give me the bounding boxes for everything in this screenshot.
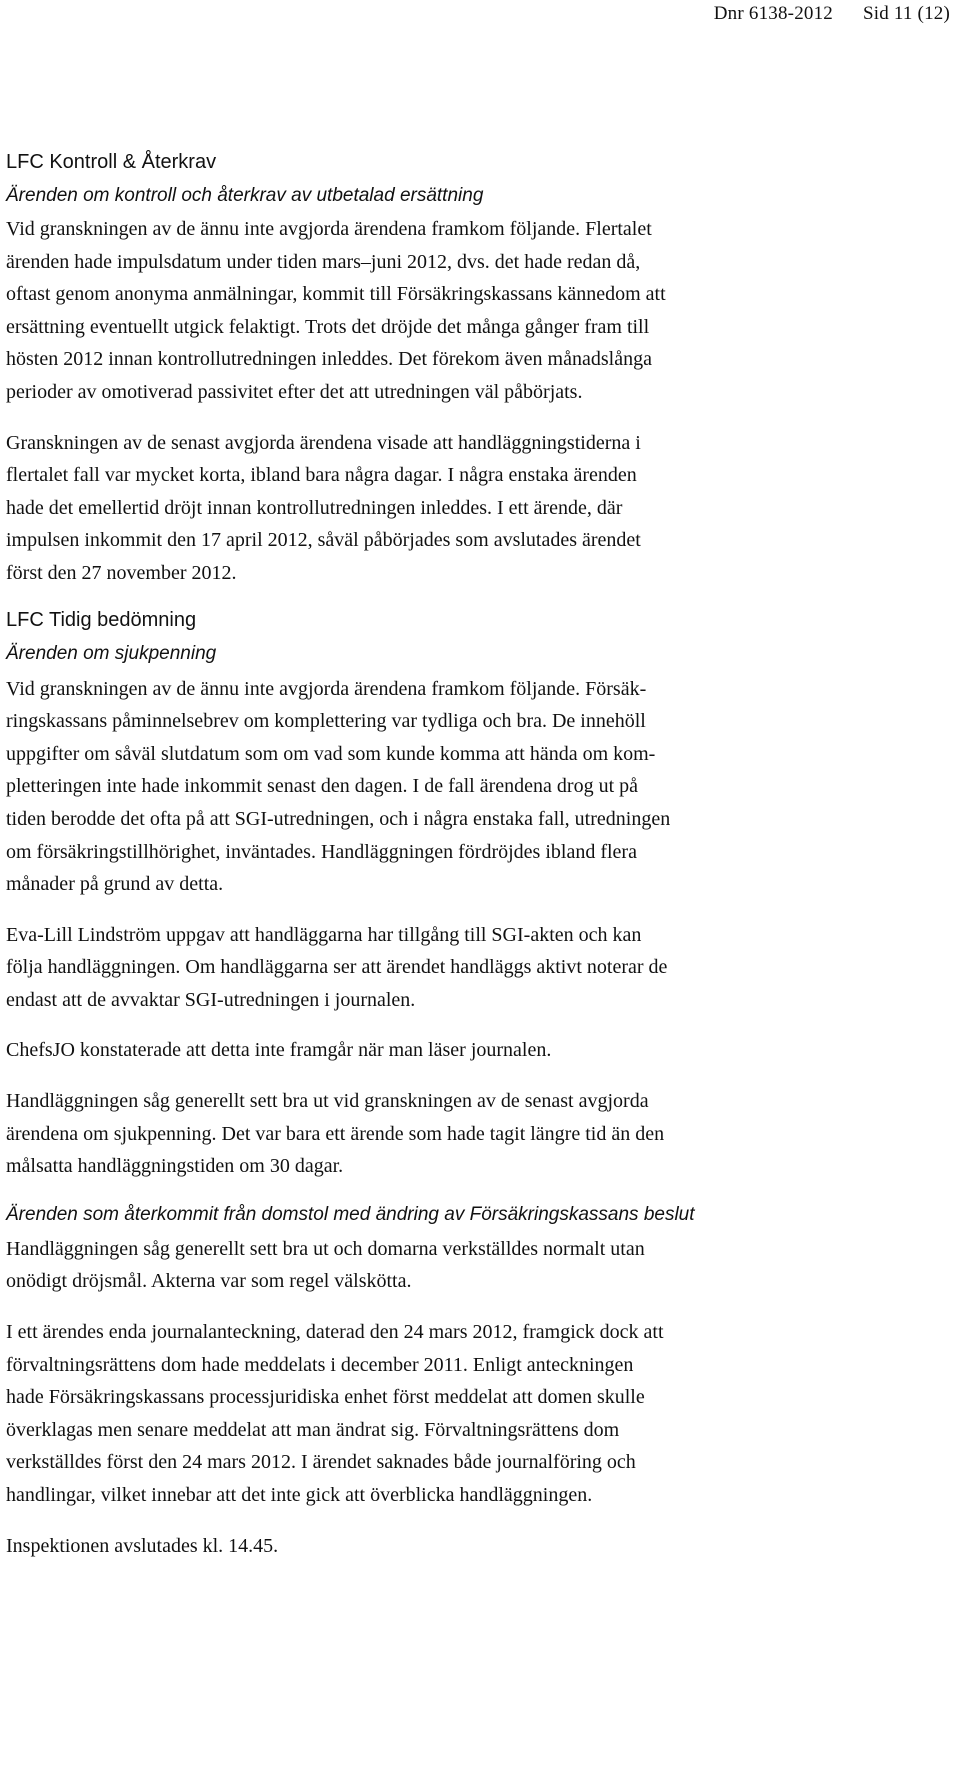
document-body (6, 146, 886, 1562)
text-line: Handläggningen såg generellt sett bra ut vid granskningen av de senast avgjorda (6, 1090, 649, 1113)
paragraph-kontroll-2 (6, 427, 886, 590)
text-line: flertalet fall var mycket korta, ibland bara några dagar. I några enstaka ärenden (6, 464, 637, 487)
paragraph-tidig-2 (6, 919, 886, 1017)
text-line: hösten 2012 innan kontrollutredningen inleddes. Det förekom även månadslånga (6, 348, 652, 371)
text-line: överklagas men senare meddelat att man ändrat sig. Förvaltningsrättens dom (6, 1418, 620, 1441)
text-line: Vid granskningen av de ännu inte avgjorda ärendena framkom följande. Flertalet (6, 218, 652, 240)
text-line: handlingar, vilket innebar att det inte gick att överblicka handläggningen. (6, 1484, 593, 1506)
diary-number: Dnr 6138-2012 (713, 3, 833, 24)
text-line: Eva-Lill Lindström uppgav att handläggarna har tillgång till SGI-akten och kan (6, 923, 642, 946)
text-line: hade Försäkringskassans processjuridiska enhet först meddelat att domen skulle (6, 1386, 645, 1409)
text-line: först den 27 november 2012. (6, 561, 237, 584)
text-line: Vid granskningen av de ännu inte avgjorda ärendena framkom följande. Försäk- (6, 677, 647, 700)
text-line: Granskningen av de senast avgjorda ärendena visade att handläggningstiderna i (6, 431, 641, 454)
text-line: ersättning eventuellt utgick felaktigt. Trots det dröjde det många gånger fram till (6, 315, 650, 338)
text-line: I ett ärendes enda journalanteckning, daterad den 24 mars 2012, framgick dock att (6, 1321, 664, 1344)
paragraph-tidig-3 (6, 1034, 886, 1067)
text-line: Handläggningen såg generellt sett bra ut och domarna verkställdes normalt utan (6, 1237, 645, 1260)
text-line: uppgifter om såväl slutdatum som om vad som kunde komma att hända om kom- (6, 742, 656, 765)
subheading-domstol: Ärenden som återkommit från domstol med ändring av Försäkringskassans beslut (6, 1203, 695, 1225)
text-line: oftast genom anonyma anmälningar, kommit till Försäkringskassans kännedom att (6, 283, 666, 306)
text-line: perioder av omotiverad passivitet efter det att utredningen väl påbörjats. (6, 380, 583, 403)
text-line: följa handläggningen. Om handläggarna ser att ärendet handläggs aktivt noterar de (6, 956, 668, 979)
closing-statement: Inspektionen avslutades kl. 14.45. (6, 1534, 279, 1557)
text-line: månader på grund av detta. (6, 873, 224, 896)
subheading-kontroll-aterkrav: Ärenden om kontroll och återkrav av utbetalad ersättning (6, 185, 484, 206)
text-line: endast att de avvaktar SGI-utredningen i journalen. (6, 988, 416, 1011)
subheading-sjukpenning: Ärenden om sjukpenning (6, 642, 217, 664)
paragraph-tidig-1 (6, 673, 886, 901)
page-header (714, 2, 950, 26)
text-line: målsatta handläggningstiden om 30 dagar. (6, 1155, 344, 1178)
section-heading-lfc-kontroll: LFC Kontroll & Återkrav (6, 151, 217, 173)
text-line: onödigt dröjsmål. Akterna var som regel välskötta. (6, 1270, 412, 1293)
text-line: ärenden hade impulsdatum under tiden mars–juni 2012, dvs. det hade redan då, (6, 250, 641, 273)
text-line: pletteringen inte hade inkommit senast den dagen. I de fall ärendena drog ut på (6, 775, 639, 798)
paragraph-domstol-2 (6, 1316, 886, 1512)
paragraph-kontroll-1 (6, 213, 886, 409)
text-line: hade det emellertid dröjt innan kontrollutredningen inleddes. I ett ärende, där (6, 496, 623, 519)
text-line: ringskassans påminnelsebrev om komplettering var tydliga och bra. De innehöll (6, 710, 646, 733)
text-line: impulsen inkommit den 17 april 2012, såväl påbörjades som avslutades ärendet (6, 529, 641, 552)
section-heading-lfc-tidig: LFC Tidig bedömning (6, 608, 197, 631)
paragraph-tidig-4 (6, 1085, 886, 1183)
text-line: ärendena om sjukpenning. Det var bara ett ärende som hade tagit längre tid än den (6, 1122, 665, 1145)
text-line: förvaltningsrättens dom hade meddelats i december 2011. Enligt anteckningen (6, 1353, 634, 1376)
text-line: verkställdes först den 24 mars 2012. I ärendet saknades både journalföring och (6, 1451, 636, 1474)
text-line: ChefsJO konstaterade att detta inte framgår när man läser journalen. (6, 1039, 552, 1062)
text-line: tiden berodde det ofta på att SGI-utredningen, och i några enstaka fall, utredningen (6, 807, 671, 830)
text-line: om försäkringstillhörighet, inväntades. Handläggningen fördröjdes ibland flera (6, 840, 637, 863)
paragraph-domstol-1 (6, 1233, 886, 1298)
page-number: Sid 11 (12) (863, 3, 950, 24)
